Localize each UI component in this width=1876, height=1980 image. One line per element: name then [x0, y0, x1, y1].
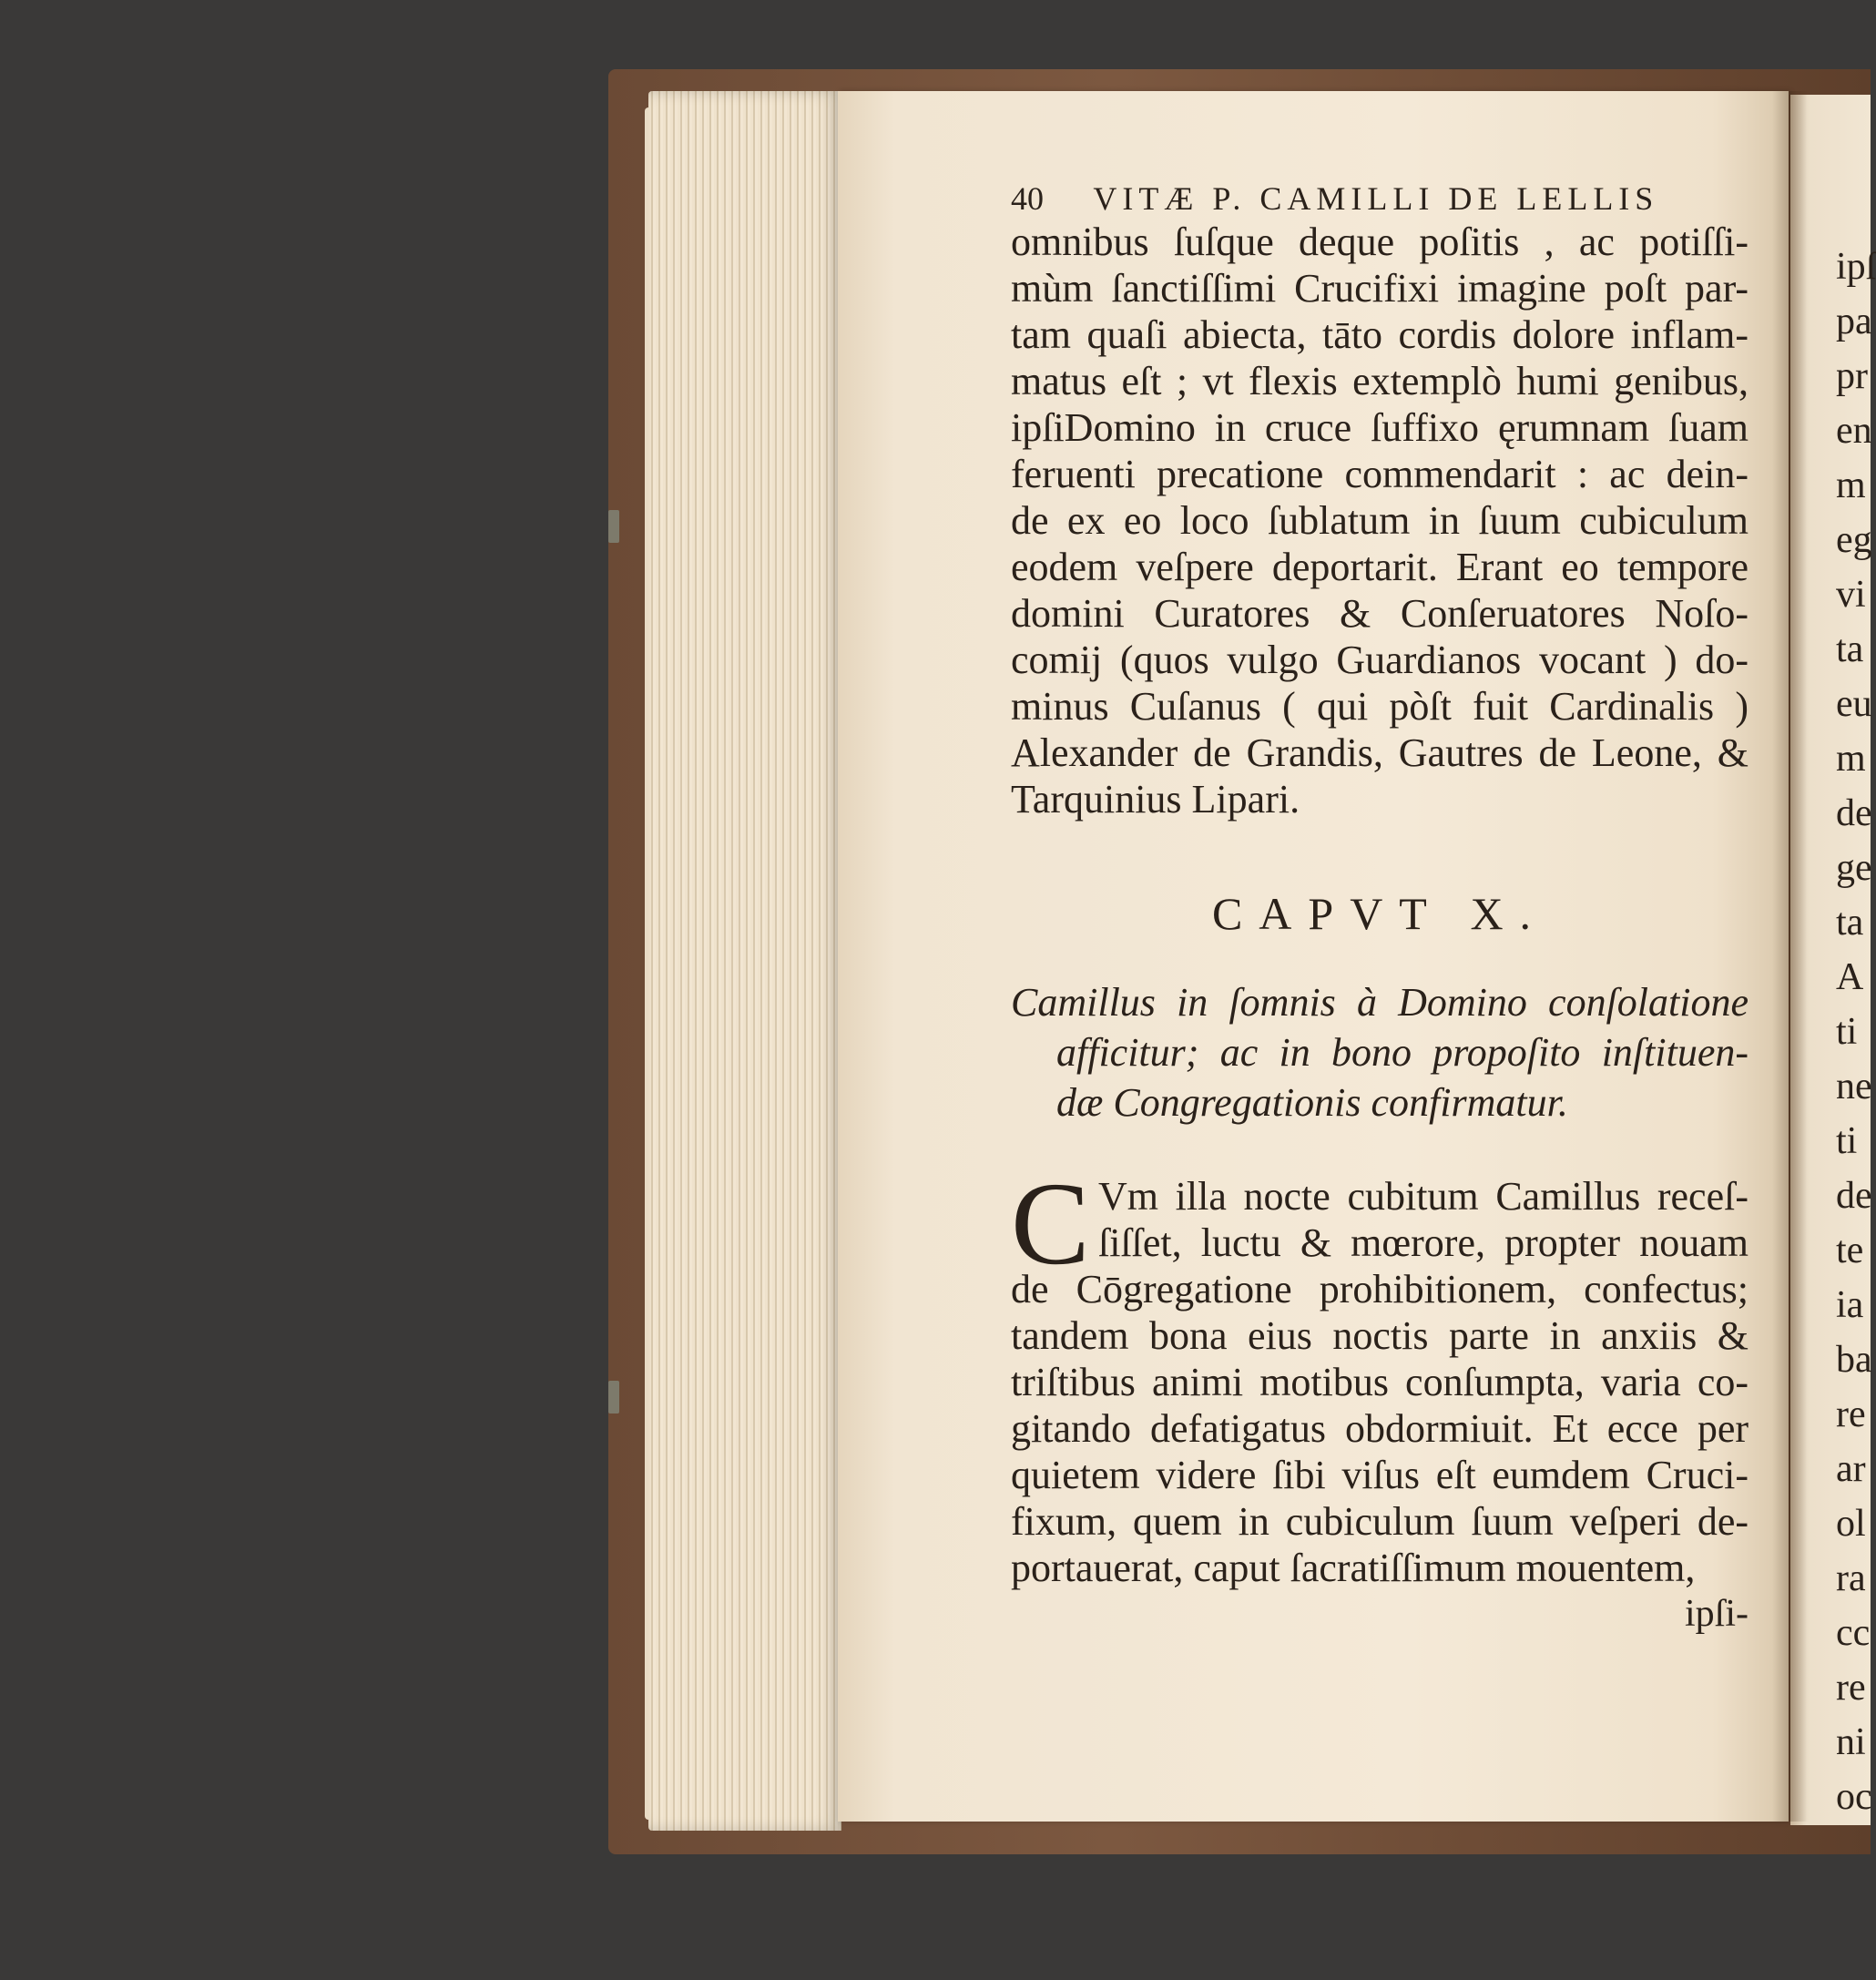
- text-line: feruenti precatione commendarit : ac dein-: [1011, 452, 1749, 496]
- text-line: Camillus in ſomnis à Domino conſolatione: [1011, 980, 1749, 1025]
- text-line: matus eſt ; vt flexis extemplò humi genibus,: [1011, 359, 1749, 403]
- paragraph-1: [1011, 219, 1749, 822]
- text-line: de Cōgregatione prohibitionem, confectus;: [1011, 1267, 1749, 1311]
- text-line: ipſiDomino in cruce ſuffixo ęrumnam ſuam: [1011, 405, 1749, 450]
- text-line: de ex eo loco ſublatum in ſuum cubiculum: [1011, 498, 1749, 543]
- text-line: fixum, quem in cubiculum ſuum veſperi de-: [1011, 1499, 1749, 1544]
- text-line: gitando defatigatus obdormiuit. Et ecce per: [1011, 1406, 1749, 1451]
- facing-page-fragment: ti: [1836, 1011, 1858, 1053]
- facing-page-fragment: de: [1836, 792, 1872, 834]
- text-line: Alexander de Grandis, Gautres de Leone, &: [1011, 730, 1749, 775]
- facing-page-fragment: en: [1836, 410, 1872, 452]
- running-title: VITÆ P. CAMILLI DE LELLIS: [1093, 180, 1659, 217]
- text-line: Tarquinius Lipari.: [1011, 777, 1300, 822]
- text-line: comij (quos vulgo Guardianos vocant ) do-: [1011, 638, 1749, 682]
- facing-page-fragment: vi: [1836, 574, 1866, 616]
- text-line: Vm illa nocte cubitum Camillus receſ-: [1098, 1174, 1749, 1219]
- text-line: eodem veſpere deportarit. Erant eo tempore: [1011, 545, 1749, 589]
- text-line: mùm ſanctiſſimi Crucifixi imagine poſt par-: [1011, 266, 1749, 311]
- clasp-hinge-bottom: [608, 1381, 619, 1414]
- facing-page-fragment: m: [1836, 738, 1866, 780]
- text-line: quietem videre ſibi viſus eſt eumdem Cruci-: [1011, 1453, 1749, 1497]
- catchword: ipſi-: [1685, 1593, 1749, 1635]
- facing-page-fragment: ar: [1836, 1448, 1866, 1490]
- drop-cap: C: [1011, 1158, 1090, 1290]
- text-line: minus Cuſanus ( qui pòſt fuit Cardinalis ): [1011, 684, 1749, 729]
- page-text-block: [1011, 179, 1749, 1638]
- chapter-title: CAPVT X.: [1211, 888, 1548, 939]
- facing-page-fragment: re: [1836, 1667, 1866, 1709]
- facing-page-fragment: pa: [1836, 301, 1872, 342]
- facing-page-fragment: eu: [1836, 683, 1872, 725]
- facing-page-fragment: ge: [1836, 847, 1872, 889]
- text-line: portauerat, caput ſacratiſſimum mouentem,: [1011, 1546, 1696, 1590]
- text-line: domini Curatores & Conſeruatores Noſo-: [1011, 591, 1749, 636]
- facing-page-fragment: ia: [1836, 1284, 1864, 1326]
- text-line: afficitur; ac in bono propoſito inſtituen-: [1056, 1030, 1749, 1075]
- text-line: dæ Congregationis confirmatur.: [1056, 1080, 1568, 1125]
- facing-page-fragment: pr: [1836, 355, 1868, 397]
- facing-page-fragment: m: [1836, 464, 1866, 506]
- text-line: triſtibus animi motibus conſumpta, varia co-: [1011, 1360, 1749, 1404]
- facing-page-fragment: ta: [1836, 902, 1864, 944]
- text-line: omnibus ſuſque deque poſitis , ac potiſſi-: [1011, 219, 1749, 264]
- clasp-hinge-top: [608, 510, 619, 543]
- page-number: 40: [1011, 180, 1044, 217]
- facing-page-fragment: eg: [1836, 519, 1872, 561]
- facing-page-fragment: ta: [1836, 628, 1864, 670]
- facing-page-fragment: ba: [1836, 1339, 1872, 1381]
- facing-page-fragment: ol: [1836, 1503, 1866, 1545]
- book-gutter: [1772, 91, 1809, 1822]
- running-head: [1011, 179, 1749, 219]
- facing-page-fragment: ni: [1836, 1721, 1866, 1763]
- chapter-summary: [1011, 977, 1749, 1128]
- facing-page-fragment: de: [1836, 1175, 1872, 1217]
- facing-page-fragment: ne: [1836, 1066, 1872, 1107]
- facing-page-fragment: ra: [1836, 1557, 1866, 1599]
- facing-page-fragment: te: [1836, 1230, 1864, 1271]
- facing-page-fragment: cc: [1836, 1612, 1871, 1654]
- facing-page-fragment: ipſ: [1836, 246, 1876, 288]
- paragraph-2: [1011, 1158, 1749, 1591]
- facing-page-fragment: re: [1836, 1393, 1866, 1435]
- facing-page-fragment: oc: [1836, 1776, 1872, 1818]
- text-line: tam quaſi abiecta, tāto cordis dolore inflam-: [1011, 312, 1749, 357]
- facing-page-fragment: A: [1836, 956, 1864, 998]
- page-stack-edge: [648, 91, 841, 1831]
- text-line: tandem bona eius noctis parte in anxiis &: [1011, 1313, 1749, 1358]
- facing-page-fragment: ti: [1836, 1120, 1858, 1162]
- text-line: ſiſſet, luctu & mœrore, propter nouam: [1098, 1220, 1749, 1265]
